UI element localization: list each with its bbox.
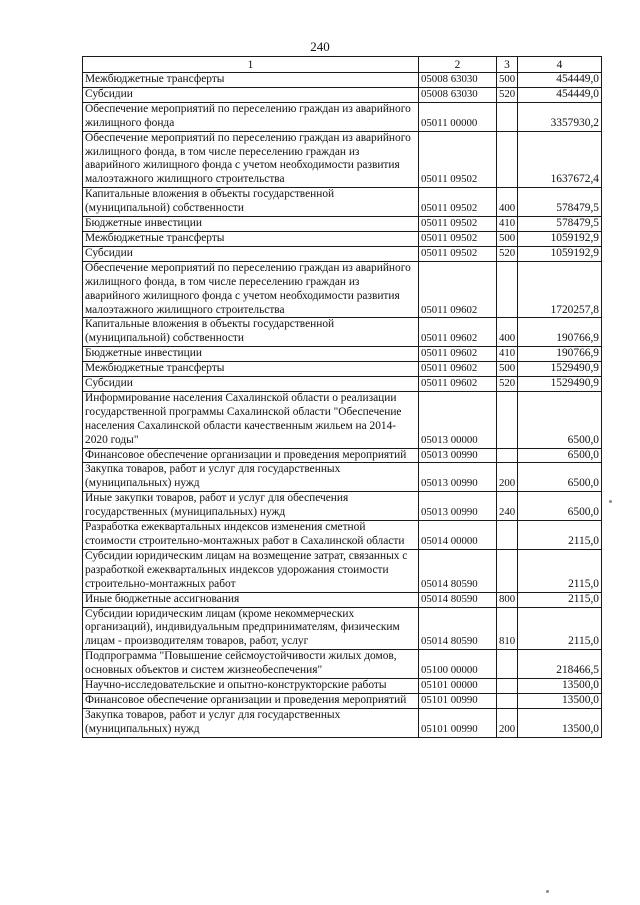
cell-code: 05011 09602 [419, 261, 497, 318]
table-row [83, 607, 602, 650]
cell-kind: 520 [497, 246, 518, 261]
cell-code: 05100 00000 [419, 650, 497, 679]
table-row [83, 231, 602, 246]
cell-code: 05013 00990 [419, 448, 497, 463]
cell-kind: 400 [497, 318, 518, 347]
cell-kind: 410 [497, 217, 518, 232]
cell-amount: 13500,0 [518, 693, 602, 708]
cell-kind: 800 [497, 592, 518, 607]
cell-amount: 6500,0 [518, 492, 602, 521]
cell-name: Капитальные вложения в объекты государственной (муниципальной) собственности [83, 188, 419, 217]
cell-kind: 200 [497, 708, 518, 737]
cell-amount: 1637672,4 [518, 131, 602, 188]
cell-amount: 190766,9 [518, 318, 602, 347]
cell-name: Обеспечение мероприятий по переселению граждан из аварийного жилищного фонда, в том числе переселению граждан из аварийного жилищного фонда с учетом необходимости развития малоэтажного жилищного строительства [83, 261, 419, 318]
cell-name: Иные закупки товаров, работ и услуг для обеспечения государственных (муниципальных) нужд [83, 492, 419, 521]
cell-name: Субсидии [83, 377, 419, 392]
cell-kind: 200 [497, 463, 518, 492]
cell-kind: 500 [497, 73, 518, 88]
cell-amount: 6500,0 [518, 448, 602, 463]
cell-name: Бюджетные инвестиции [83, 217, 419, 232]
cell-code: 05013 00000 [419, 391, 497, 448]
cell-code: 05014 00000 [419, 521, 497, 550]
cell-name: Межбюджетные трансферты [83, 231, 419, 246]
cell-code: 05008 63030 [419, 73, 497, 88]
cell-code: 05014 80590 [419, 592, 497, 607]
scan-dot [609, 500, 612, 503]
cell-amount: 578479,5 [518, 217, 602, 232]
table-header-row [83, 57, 602, 73]
cell-kind [497, 521, 518, 550]
cell-kind: 810 [497, 607, 518, 650]
cell-amount: 13500,0 [518, 708, 602, 737]
cell-amount: 1720257,8 [518, 261, 602, 318]
table-row [83, 73, 602, 88]
table-row [83, 261, 602, 318]
cell-code: 05014 80590 [419, 549, 497, 592]
cell-amount: 6500,0 [518, 391, 602, 448]
table-row [83, 377, 602, 392]
cell-name: Бюджетные инвестиции [83, 347, 419, 362]
cell-name: Субсидии юридическим лицам (кроме некоммерческих организаций), индивидуальным предпринимателям, физическим лицам - производителям товаров, работ, услуг [83, 607, 419, 650]
cell-name: Научно-исследовательские и опытно-конструкторские работы [83, 679, 419, 694]
cell-code: 05011 09502 [419, 231, 497, 246]
cell-code: 05101 00990 [419, 708, 497, 737]
page-number: 240 [310, 39, 330, 54]
cell-name: Субсидии [83, 246, 419, 261]
cell-amount: 2115,0 [518, 592, 602, 607]
cell-code: 05013 00990 [419, 463, 497, 492]
cell-name: Межбюджетные трансферты [83, 362, 419, 377]
cell-kind: 410 [497, 347, 518, 362]
table-row [83, 708, 602, 737]
cell-kind: 400 [497, 188, 518, 217]
cell-kind: 520 [497, 87, 518, 102]
table-row [83, 492, 602, 521]
table-row [83, 592, 602, 607]
cell-amount: 6500,0 [518, 463, 602, 492]
cell-code: 05013 00990 [419, 492, 497, 521]
cell-code: 05101 00000 [419, 679, 497, 694]
cell-amount: 2115,0 [518, 607, 602, 650]
cell-amount: 1059192,9 [518, 246, 602, 261]
table-row [83, 693, 602, 708]
cell-amount: 190766,9 [518, 347, 602, 362]
cell-name: Подпрограмма "Повышение сейсмоустойчивости жилых домов, основных объектов и систем жизнеобеспечения" [83, 650, 419, 679]
column-header-code: 2 [419, 57, 497, 73]
cell-kind: 500 [497, 362, 518, 377]
table-row [83, 188, 602, 217]
cell-kind [497, 693, 518, 708]
cell-name: Закупка товаров, работ и услуг для государственных (муниципальных) нужд [83, 463, 419, 492]
cell-amount: 2115,0 [518, 521, 602, 550]
table-row [83, 521, 602, 550]
cell-name: Субсидии [83, 87, 419, 102]
cell-name: Иные бюджетные ассигнования [83, 592, 419, 607]
cell-name: Капитальные вложения в объекты государственной (муниципальной) собственности [83, 318, 419, 347]
cell-amount: 2115,0 [518, 549, 602, 592]
cell-name: Закупка товаров, работ и услуг для государственных (муниципальных) нужд [83, 708, 419, 737]
cell-kind: 520 [497, 377, 518, 392]
cell-amount: 1529490,9 [518, 377, 602, 392]
column-header-amount: 4 [518, 57, 602, 73]
table-row [83, 448, 602, 463]
cell-code: 05011 09502 [419, 188, 497, 217]
cell-name: Разработка ежеквартальных индексов изменения сметной стоимости строительно-монтажных работ в Сахалинской области [83, 521, 419, 550]
cell-code: 05011 09502 [419, 246, 497, 261]
cell-code: 05011 09602 [419, 362, 497, 377]
cell-kind [497, 131, 518, 188]
cell-code: 05011 09602 [419, 347, 497, 362]
table-row [83, 87, 602, 102]
cell-amount: 3357930,2 [518, 102, 602, 131]
scan-dot [546, 890, 549, 893]
table-row [83, 549, 602, 592]
cell-code: 05014 80590 [419, 607, 497, 650]
table-row [83, 679, 602, 694]
table-row [83, 246, 602, 261]
cell-code: 05011 09502 [419, 217, 497, 232]
cell-code: 05011 00000 [419, 102, 497, 131]
cell-amount: 578479,5 [518, 188, 602, 217]
cell-amount: 454449,0 [518, 73, 602, 88]
cell-amount: 454449,0 [518, 87, 602, 102]
table-row [83, 391, 602, 448]
cell-kind [497, 650, 518, 679]
budget-table [82, 56, 602, 738]
column-header-name: 1 [83, 57, 419, 73]
cell-kind [497, 448, 518, 463]
cell-name: Информирование населения Сахалинской области о реализации государственной программы Сахалинской области "Обеспечение населения Сахалинской области качественным жильем на 2014-2020 годы" [83, 391, 419, 448]
cell-kind [497, 679, 518, 694]
cell-code: 05011 09602 [419, 377, 497, 392]
cell-amount: 13500,0 [518, 679, 602, 694]
table-row [83, 650, 602, 679]
cell-kind [497, 261, 518, 318]
cell-kind [497, 391, 518, 448]
cell-name: Обеспечение мероприятий по переселению граждан из аварийного жилищного фонда [83, 102, 419, 131]
cell-code: 05011 09602 [419, 318, 497, 347]
table-row [83, 217, 602, 232]
cell-kind [497, 549, 518, 592]
table-body [83, 73, 602, 738]
cell-name: Финансовое обеспечение организации и проведения мероприятий [83, 448, 419, 463]
table-row [83, 131, 602, 188]
cell-kind [497, 102, 518, 131]
table-row [83, 463, 602, 492]
cell-kind: 500 [497, 231, 518, 246]
cell-amount: 218466,5 [518, 650, 602, 679]
cell-name: Межбюджетные трансферты [83, 73, 419, 88]
table-row [83, 102, 602, 131]
cell-code: 05101 00990 [419, 693, 497, 708]
table-row [83, 347, 602, 362]
column-header-kind: 3 [497, 57, 518, 73]
cell-amount: 1529490,9 [518, 362, 602, 377]
cell-name: Субсидии юридическим лицам на возмещение затрат, связанных с разработкой ежеквартальных индексов удорожания стоимости строительно-монтажных работ [83, 549, 419, 592]
cell-code: 05008 63030 [419, 87, 497, 102]
cell-name: Финансовое обеспечение организации и проведения мероприятий [83, 693, 419, 708]
table-row [83, 318, 602, 347]
cell-code: 05011 09502 [419, 131, 497, 188]
cell-name: Обеспечение мероприятий по переселению граждан из аварийного жилищного фонда, в том числе переселению граждан из аварийного жилищного фонда с учетом необходимости развития малоэтажного жилищного строительства [83, 131, 419, 188]
table-row [83, 362, 602, 377]
cell-kind: 240 [497, 492, 518, 521]
cell-amount: 1059192,9 [518, 231, 602, 246]
